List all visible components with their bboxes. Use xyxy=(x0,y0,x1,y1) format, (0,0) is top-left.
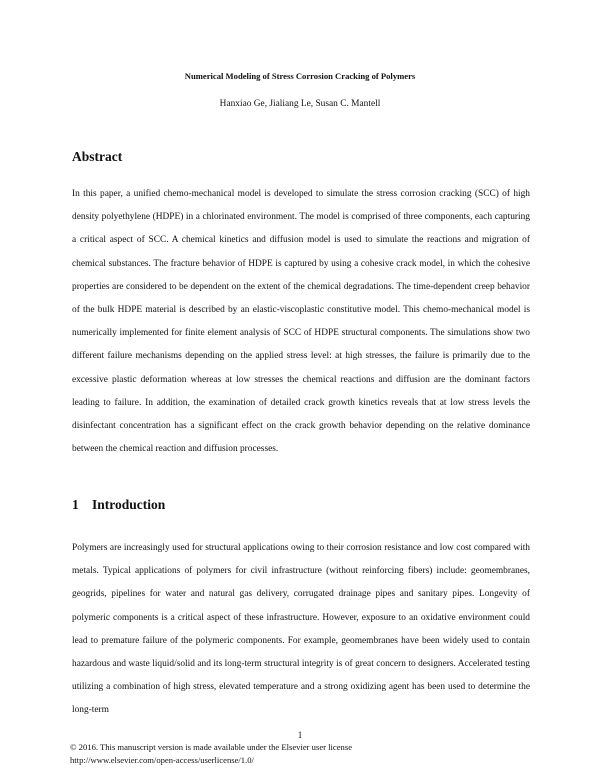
abstract-heading: Abstract xyxy=(72,149,123,164)
section-title: Introduction xyxy=(92,497,166,512)
introduction-heading xyxy=(72,497,165,513)
section-number: 1 xyxy=(72,497,79,512)
paper-authors: Hanxiao Ge, Jialiang Le, Susan C. Mantell xyxy=(219,99,381,109)
license-url: http://www.elsevier.com/open-access/userlicense/1.0/ xyxy=(70,754,254,765)
abstract-text: In this paper, a unified chemo-mechanical model is developed to simulate the stress corrosion cracking (SCC) of high density polyethylene (HDPE) in a chlorinated environment. The model is comprised of three components, each capturing a critical aspect of SCC. A chemical kinetics and diffusion model is used to simulate the reactions and migration of chemical substances. The fracture behavior of HDPE is captured by using a cohesive crack model, in which the cohesive properties are considered to be dependent on the extent of the chemical degradations. The time-dependent creep behavior of the bulk HDPE material is described by an elastic-viscoplastic constitutive model. This chemo-mechanical model is numerically implemented for finite element analysis of SCC of HDPE structural components. The simulations show two different failure mechanisms depending on the applied stress level: at high stresses, the failure is primarily due to the excessive plastic deformation whereas at low stresses the chemical reactions and diffusion are the dominant factors leading to failure. In addition, the examination of detailed crack growth kinetics reveals that at low stress levels the disinfectant concentration has a significant effect on the crack growth behavior depending on the relative dominance between the chemical reaction and diffusion processes. xyxy=(72,189,530,455)
license-line: © 2016. This manuscript version is made available under the Elsevier user license xyxy=(70,742,353,752)
license-notice xyxy=(70,741,352,766)
paper-title: Numerical Modeling of Stress Corrosion Cracking of Polymers xyxy=(184,71,416,81)
page-number: 1 xyxy=(297,730,303,740)
introduction-text: Polymers are increasingly used for structural applications owing to their corrosion resistance and low cost compared with metals. Typical applications of polymers for civil infrastructure (without reinforcing fibers) include: geomembranes, geogrids, pipelines for water and natural gas delivery, corrugated drainage pipes and sanitary pipes. Longevity of polymeric components is a critical aspect of these infrastructure. However, exposure to an oxidative environment could lead to premature failure of the polymeric components. For example, geomembranes have been widely used to contain hazardous and waste liquid/solid and its long-term structural integrity is of great concern to designers. Accelerated testing utilizing a combination of high stress, elevated temperature and a strong oxidizing agent has been used to determine the long-term xyxy=(72,543,530,716)
